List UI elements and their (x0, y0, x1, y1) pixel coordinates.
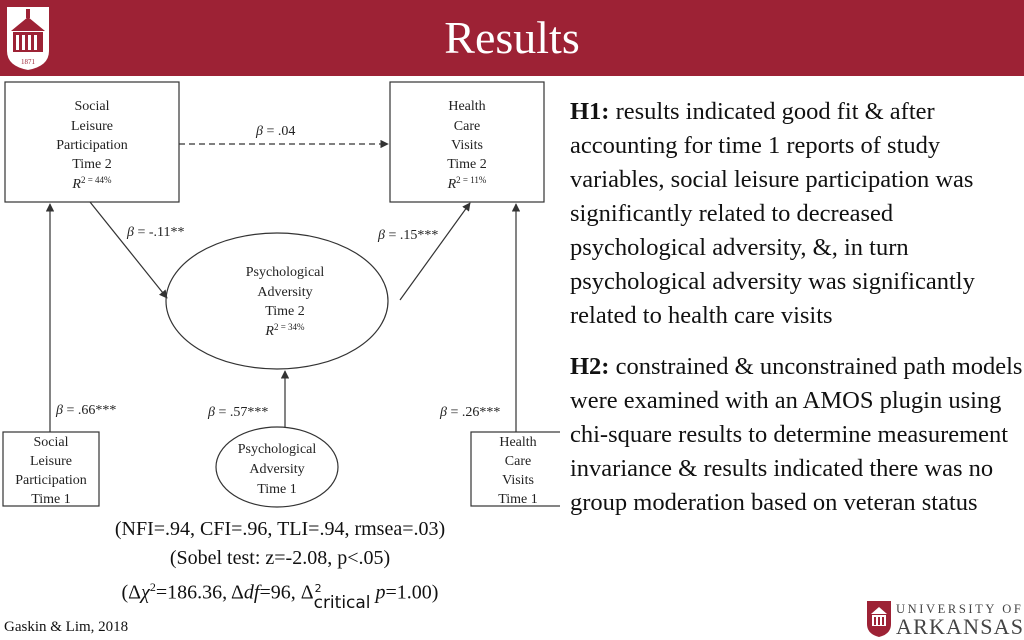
title-bar (0, 0, 1024, 76)
node-label: Adversity (257, 285, 313, 300)
node-label: Health (499, 435, 537, 450)
node-label: Time 2 (265, 304, 305, 319)
r-squared-label: $R^{2 = 34\%}$ (265, 322, 305, 339)
coef-slp2-hcv2: β = .04 (256, 124, 296, 139)
arkansas-text: ARKANSAS (896, 614, 1024, 639)
path-slp2-to-pa2 (90, 202, 167, 298)
page-title: Results (444, 12, 580, 63)
hypothesis-2: H2: constrained & unconstrained path models were examined with an AMOS plugin using chi-square results to determine measurement invariance & results indicated there was no group moderation based on veteran status (570, 353, 1023, 516)
node-label: Health (448, 99, 486, 114)
node-label: Time 2 (447, 157, 487, 172)
r-squared-label: $R^{2 = 44\%}$ (72, 175, 112, 192)
fit-indices: (NFI=.94, CFI=.96, TLI=.94, rmsea=.03) (114, 518, 446, 540)
node-label: Adversity (249, 462, 305, 477)
chi-square-difference: ($\Delta\chi^2=186.36$, Δdf=96, Δ 2 critical p=1.00) (121, 580, 439, 614)
coef-pa1-pa2: β = .57*** (208, 405, 269, 420)
fit-statistics (30, 515, 530, 612)
sobel-test: (Sobel test: z=-2.08, p<.05) (169, 547, 391, 569)
citation: Gaskin & Lim, 2018 (4, 619, 129, 635)
coef-slp2-pa2: β = -.11** (127, 225, 185, 240)
node-psych-adversity-time2 (166, 233, 388, 369)
node-label: Visits (451, 138, 483, 153)
node-label: Time 1 (31, 492, 71, 507)
university-shield-icon (866, 600, 892, 638)
coef-hcv1-hcv2: β = .26*** (440, 405, 501, 420)
hypotheses-text (570, 95, 1024, 537)
node-label: Psychological (237, 442, 317, 457)
node-label: Participation (15, 473, 87, 488)
path-pa2-to-hcv2 (400, 203, 470, 300)
node-label: Time 1 (498, 492, 538, 507)
node-label: Care (453, 119, 481, 134)
coef-pa2-hcv2: β = .15*** (378, 228, 439, 243)
node-label: Visits (502, 473, 534, 488)
node-label: Care (504, 454, 532, 469)
hypothesis-1: H1: results indicated good fit & after accounting for time 1 reports of study variables, social leisure participation was significantly related to decreased psychological adversity, &, in turn psychological adversity was significantly related to health care visits (570, 98, 975, 329)
node-label: Leisure (30, 454, 72, 469)
coef-slp1-slp2: β = .66*** (56, 403, 117, 418)
node-label: Psychological (245, 265, 325, 280)
node-label: Participation (56, 138, 128, 153)
node-label: Leisure (71, 119, 113, 134)
node-label: Time 1 (257, 482, 297, 497)
node-label: Social (74, 99, 110, 114)
svg-text:1871: 1871 (21, 58, 35, 66)
node-label: Social (33, 435, 69, 450)
university-of-text: UNIVERSITY OF (896, 602, 1024, 616)
path-diagram (0, 76, 560, 516)
r-squared-label: $R^{2 = 11\%}$ (447, 175, 487, 192)
university-logo (866, 600, 1022, 638)
node-label: Time 2 (72, 157, 112, 172)
